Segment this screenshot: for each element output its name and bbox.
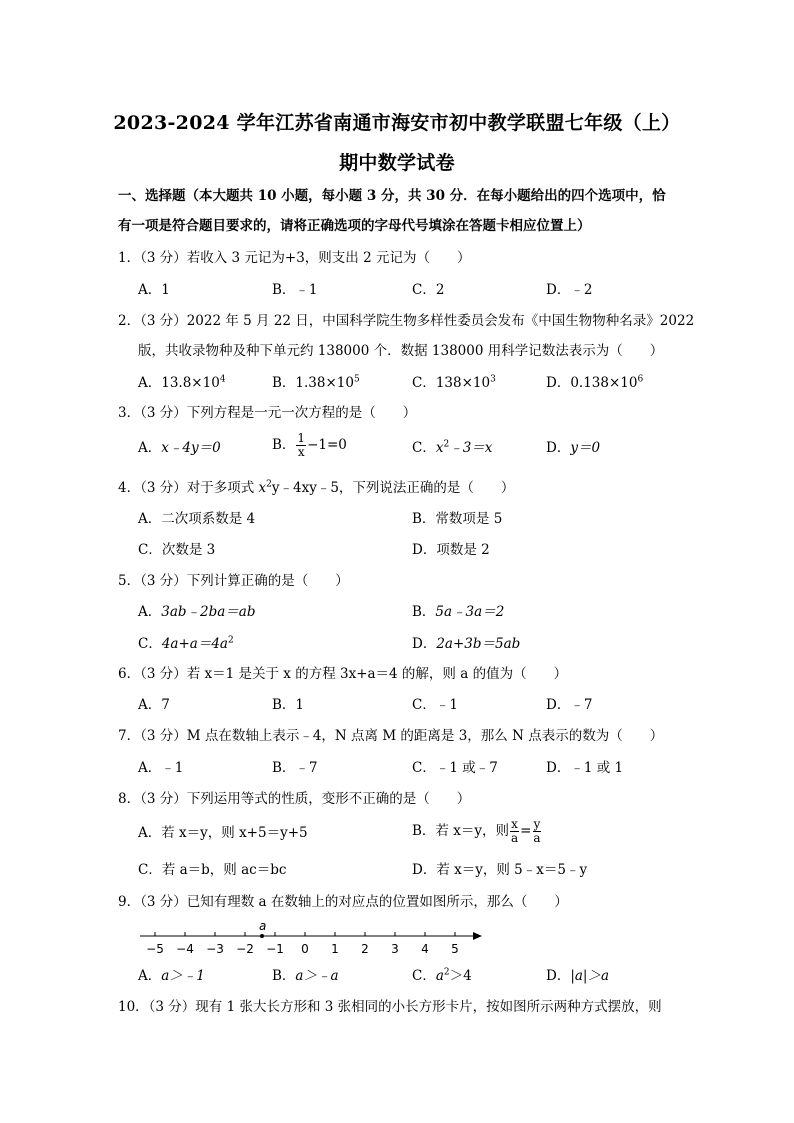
question-1-option-a[interactable]: A．1: [138, 282, 170, 298]
q9-b-label: B．: [272, 968, 296, 984]
q3-d-expr: y＝0: [570, 440, 601, 456]
question-1-stem: 1．（3 分）若收入 3 元记为+3，则支出 2 元记为（ ）: [118, 250, 471, 266]
section-heading-line-1: 一、选择题（本大题共 10 小题，每小题 3 分，共 30 分．在每小题给出的四个选项中，恰: [118, 188, 666, 204]
question-5-option-a[interactable]: [138, 602, 256, 622]
question-2-option-d[interactable]: [546, 373, 643, 393]
question-8-option-a[interactable]: A．若 x＝y，则 x+5＝y+5: [138, 825, 308, 841]
question-7-option-a[interactable]: A．﹣1: [138, 760, 184, 776]
question-4-option-d[interactable]: D．项数是 2: [412, 542, 490, 558]
question-9-option-a[interactable]: [138, 966, 205, 986]
q5-d-expr: 2a+3b＝5ab: [436, 636, 521, 652]
tick-label: 4: [421, 942, 429, 956]
question-8-option-d[interactable]: D．若 x＝y，则 5﹣x＝5﹣y: [412, 862, 588, 878]
point-a-marker: [260, 934, 264, 938]
question-8-option-b[interactable]: [412, 818, 543, 845]
section-heading-line-2: 有一项是符合题目要求的，请将正确选项的字母代号填涂在答题卡相应位置上）: [118, 218, 591, 234]
q9-a-label: A．: [138, 968, 162, 984]
q9-d-expr: |a|＞a: [570, 968, 610, 984]
q5-a-label: A．: [138, 604, 162, 620]
question-7-option-d[interactable]: D．﹣1 或 1: [546, 760, 624, 776]
q3-b-numerator: 1: [297, 431, 306, 445]
question-7-option-b[interactable]: B．﹣7: [272, 760, 318, 776]
tick-label: 0: [301, 942, 309, 956]
q2-d-text: D．0.138×10: [546, 375, 638, 391]
question-9-option-c[interactable]: [412, 966, 472, 986]
q9-c-exp: 2: [443, 967, 450, 978]
question-7-stem: 7．（3 分）M 点在数轴上表示﹣4，N 点离 M 的距离是 3，那么 N 点表示的数为（ ）: [118, 728, 664, 744]
q5-b-expr: 5a﹣3a＝2: [435, 604, 505, 620]
q8-b-den-2: a: [533, 831, 541, 845]
q9-c-base: a: [435, 968, 444, 984]
question-4-stem: [118, 478, 514, 498]
q4-stem-exp: 2: [266, 479, 272, 490]
q8-b-den-1: a: [510, 831, 519, 845]
q5-d-label: D．: [412, 636, 437, 652]
question-3-option-c[interactable]: [412, 438, 492, 458]
question-1-option-c[interactable]: C．2: [412, 282, 445, 298]
q9-a-expr: a＞﹣1: [161, 968, 205, 984]
point-a-label: a: [259, 919, 267, 933]
question-6-option-c[interactable]: C．﹣1: [412, 697, 458, 713]
tick-label: −4: [176, 942, 194, 956]
question-3-option-a[interactable]: [138, 438, 221, 458]
q3-b-label: B．: [272, 437, 296, 453]
q2-b-text: B．1.38×10: [272, 375, 354, 391]
question-8-option-c[interactable]: C．若 a＝b，则 ac＝bc: [138, 862, 287, 878]
question-2-stem-line-1: 2．（3 分）2022 年 5 月 22 日，中国科学院生物多样性委员会发布《中国生物物种名录》2022: [118, 313, 695, 329]
q3-b-rest: −1=0: [307, 437, 347, 453]
q8-b-fraction-left: [510, 818, 519, 845]
q9-c-rest: ＞4: [449, 968, 472, 984]
question-8-stem: 8．（3 分）下列运用等式的性质，变形不正确的是（ ）: [118, 791, 471, 807]
q3-b-fraction: [296, 432, 306, 459]
q9-c-label: C．: [412, 968, 436, 984]
question-6-option-b[interactable]: B．1: [272, 697, 305, 713]
question-5-stem: 5．（3 分）下列计算正确的是（ ）: [118, 573, 349, 589]
question-2-option-a[interactable]: [138, 373, 226, 393]
question-9-stem: 9．（3 分）已知有理数 a 在数轴上的对应点的位置如图所示，那么（ ）: [118, 894, 568, 910]
tick-label: −2: [236, 942, 254, 956]
question-4-option-a[interactable]: A．二次项系数是 4: [138, 511, 256, 527]
question-9-option-d[interactable]: [546, 966, 609, 986]
q9-d-label: D．: [546, 968, 571, 984]
q5-c-label: C．: [138, 636, 162, 652]
question-2-option-c[interactable]: [412, 373, 496, 393]
q2-c-exp: 3: [490, 374, 496, 385]
q4-stem-rest: y﹣4xy﹣5，下列说法正确的是（ ）: [271, 480, 515, 496]
tick-label: 5: [451, 942, 459, 956]
question-7-option-c[interactable]: C．﹣1 或﹣7: [412, 760, 498, 776]
question-6-option-a[interactable]: A．7: [138, 697, 170, 713]
tick-label: −1: [266, 942, 284, 956]
q9-b-expr: a＞﹣a: [295, 968, 339, 984]
question-2-stem-line-2: 版，共收录物种及种下单元约 138000 个．数据 138000 用科学记数法表示为（ ）: [138, 343, 664, 359]
q3-c-exp: 2: [443, 439, 450, 450]
tick-label: −5: [146, 942, 164, 956]
tick-label: 2: [361, 942, 369, 956]
question-1-option-d[interactable]: D．﹣2: [546, 282, 593, 298]
title-line-2: 期中数学试卷: [339, 152, 455, 174]
question-10-stem: 10．（3 分）现有 1 张大长方形和 3 张相同的小长方形卡片，按如图所示两种方式摆放，则: [118, 999, 662, 1015]
question-6-stem: 6．（3 分）若 x＝1 是关于 x 的方程 3x+a＝4 的解，则 a 的值为（ ）: [118, 666, 568, 682]
q3-b-denominator: x: [297, 445, 305, 459]
question-4-option-b[interactable]: B．常数项是 5: [412, 511, 503, 527]
question-5-option-c[interactable]: [138, 634, 234, 654]
number-line-arrow: [473, 932, 482, 940]
q5-c-expr: 4a+a＝4a: [161, 636, 228, 652]
question-3-option-b[interactable]: [272, 432, 347, 459]
q2-a-text: A．13.8×10: [138, 375, 220, 391]
tick-label: −3: [206, 942, 224, 956]
number-line-figure: [138, 912, 488, 960]
tick-label: 3: [391, 942, 399, 956]
q5-a-expr: 3ab﹣2ba＝ab: [161, 604, 256, 620]
q5-b-label: B．: [412, 604, 436, 620]
question-5-option-b[interactable]: [412, 602, 504, 622]
q2-a-exp: 4: [219, 374, 226, 385]
q3-c-label: C．: [412, 440, 436, 456]
question-5-option-d[interactable]: [412, 634, 520, 654]
question-6-option-d[interactable]: D．﹣7: [546, 697, 593, 713]
q8-b-pre: B．若 x＝y，则: [412, 823, 509, 839]
q8-b-num-1: x: [511, 817, 518, 831]
question-3-option-d[interactable]: [546, 438, 600, 458]
q2-b-exp: 5: [353, 374, 360, 385]
q4-stem-pre: 4．（3 分）对于多项式: [118, 480, 259, 496]
question-1-option-b[interactable]: B．﹣1: [272, 282, 318, 298]
q8-b-num-2: y: [533, 817, 541, 831]
q8-b-fraction-right: [532, 818, 541, 845]
question-2-option-b[interactable]: [272, 373, 360, 393]
q3-d-label: D．: [546, 440, 571, 456]
q2-d-exp: 6: [637, 374, 644, 385]
q3-c-base: x: [435, 440, 444, 456]
q8-b-equals: =: [520, 823, 532, 839]
q4-stem-x: x: [258, 480, 267, 496]
title-line-1: 2023-2024 学年江苏省南通市海安市初中教学联盟七年级（上）: [113, 112, 681, 134]
question-9-option-b[interactable]: [272, 966, 339, 986]
question-4-option-c[interactable]: C．次数是 3: [138, 542, 216, 558]
q5-c-exp: 2: [227, 635, 234, 646]
q3-a-expr: x﹣4y＝0: [161, 440, 221, 456]
q3-c-rest: ﹣3＝x: [449, 440, 493, 456]
question-3-stem: 3．（3 分）下列方程是一元一次方程的是（ ）: [118, 405, 417, 421]
tick-label: 1: [331, 942, 339, 956]
q3-a-label: A．: [138, 440, 162, 456]
q2-c-text: C．138×10: [412, 375, 491, 391]
